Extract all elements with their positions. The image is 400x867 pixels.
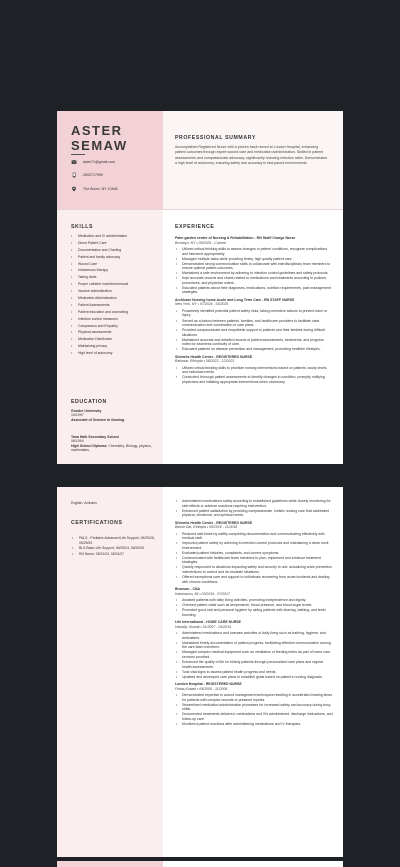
job-title: Archicare Nursing home Acute and Long Term Care - RN STAFF NURSE — [175, 297, 295, 302]
job-bullet: • Assisted patients with daily living activities, promoting independence and dignity. — [175, 598, 333, 603]
certification-item: • PALS - Pediatric Advanced Life Support, 06/29/26, 06/29/26 — [71, 536, 159, 545]
job-bullet: • Took vital signs to assess patient health progress and needs. — [175, 670, 333, 675]
job-bullet: • Administered medications and oversaw activities of daily living such as bathing, hygiene, and ambulation. — [175, 631, 333, 640]
skill-item: • Vaccine administration — [71, 289, 159, 294]
job-bullets — [175, 693, 333, 726]
skill-item: • Patient Assessments — [71, 303, 159, 308]
job-bullet: • Monitored patient reactions after administering medications and IV therapies. — [175, 722, 333, 727]
job-bullets — [175, 598, 333, 617]
job-bullets — [175, 532, 333, 584]
languages-text: English, Amharic — [71, 501, 98, 505]
job-bullet: • Promoted good oral and personal hygiene by aiding patients with shaving, bathing, and teeth brushing. — [175, 608, 333, 617]
certification-item: • RN Nurse, 05/31/24, 05/31/27 — [71, 552, 159, 557]
summary-heading: PROFESSIONAL SUMMARY — [175, 135, 256, 141]
phone-icon — [71, 172, 77, 178]
job-bullet: • Proactively identified potential patient safety risks, taking corrective actions to prevent harm or injury. — [175, 309, 333, 318]
job-bullet: • Conducted thorough patient assessments to identify changes in condition, promptly notifying physicians and initiating appropriate interventions when necessary. — [175, 375, 333, 384]
job-bullet: • Documented treatments delivered, medications and IVs administered, discharge instructions, and follow-up care. — [175, 712, 333, 721]
job-bullet: • Streamlined medication administration processes for increased safety and accuracy during busy shifts. — [175, 703, 333, 712]
job-bullets — [175, 631, 333, 679]
job-location-dates: Hawally, Kuwait • 01/2007 - 04/2014 — [175, 624, 232, 629]
summary-text: Accomplished Registered Nurse with a proven track record at London Hospital, enhancing patient outcomes through expert wound care and medication administration. Skilled in patient assessments and compassionate advocacy, significantly reducing infection rates. Demonstrates a high level of autonomy, ensuring safety and accuracy in fast-paced environments. — [175, 145, 328, 165]
job-bullet: • Demonstrated expertise in wound management techniques resulting in accelerated healing times for patients with complex wounds or pressure injuries. — [175, 693, 333, 702]
job-bullet: • Served as a liaison between patients, families, and healthcare providers to facilitate clear communication and coordination of care plans. — [175, 319, 333, 328]
left-column — [57, 861, 163, 867]
job-bullet: • Maintained accurate and detailed records of patient assessments, treatments, and progress notes for seamless continuity of care. — [175, 338, 333, 347]
job-bullet: • Maintained a safe environment by adhering to infection control guidelines and safety protocols. — [175, 271, 333, 276]
job-location-dates: Bahirdar, Ethiopia • 08/2023 - 12/2023 — [175, 359, 235, 364]
job-location-dates: New York, NY • 07/2024 - 03/2025 — [175, 302, 229, 307]
skill-item: • Patient education and counseling — [71, 310, 159, 315]
job-title: Shimelis Health Center - REGISTERED NURSE — [175, 354, 253, 359]
job-bullet: • Maintained timely documentation of patient progress, facilitating effective communication among the care team members. — [175, 641, 333, 650]
skill-item: • Physical assessments — [71, 330, 159, 335]
resume-page-1 — [57, 111, 343, 464]
job-bullet: • Demonstrated strong communication skills to collaborate with interdisciplinary team members to ensure optimal patient outcomes. — [175, 262, 333, 271]
skill-item: • Maintaining privacy — [71, 344, 159, 349]
job-bullet: • Utilized critical thinking skills to prioritize nursing interventions based on patients' acuity levels and individual needs. — [175, 366, 333, 375]
education-entry: Tana Haik Secondary School 06/1994 High School Diploma: Chemistry, Biology, physics, mathmatics, — [71, 435, 152, 453]
job-title: London Hospital - REGISTERED NURSE — [175, 682, 242, 687]
experience-list — [175, 236, 333, 387]
location-pin-icon — [71, 186, 77, 192]
skill-item: • Compassion and Empathy — [71, 324, 159, 329]
job-bullet: • Provided compassionate and empathetic support to patients and their families during difficult situations. — [175, 328, 333, 337]
skill-item: • Medication Administration — [71, 296, 159, 301]
skill-item: • Proper catheter insertion/removal — [71, 282, 159, 287]
job-entry — [175, 521, 333, 584]
candidate-name: ASTER SEMAW — [71, 123, 128, 153]
skill-item: • Medication Distribution — [71, 337, 159, 342]
job-bullets — [175, 309, 333, 352]
education-entry: Gonder University 10/1997 Associate of Science In Nursing — [71, 409, 125, 422]
job-bullet: • Managed multiple tasks while providing timely, high quality patient care. — [175, 257, 333, 262]
job-bullet: • Enhanced patient satisfaction by providing compassionate, holistic nursing care that addressed physical, emotional, and spiritual needs. — [175, 509, 333, 518]
job-bullets — [175, 247, 333, 295]
job-bullets — [175, 366, 333, 385]
job-bullet: • Improved patient safety by adhering to infection control protocols and maintaining a clean work environment. — [175, 541, 333, 550]
certification-item: • BLS Basic Life Support, 06/29/24, 06/29/26 — [71, 546, 159, 551]
skill-item: • Direct Patient Care — [71, 241, 159, 246]
education-heading: EDUCATION — [71, 399, 107, 405]
name-underline — [71, 154, 85, 155]
job-title: Life International - HOME CARE NURSE — [175, 620, 241, 625]
job-title: Bronson - CNA — [175, 587, 201, 592]
job-entry — [175, 298, 333, 352]
resume-page-3 — [57, 861, 343, 867]
job-bullet: • Checked patient vitals such as temperature, blood pressure, and blood sugar levels. — [175, 603, 333, 608]
job-entry — [175, 499, 333, 518]
skill-item: • Taking vitals — [71, 275, 159, 280]
job-bullet: • Communicated with healthcare team members to plan, implement and enhance treatment strategies. — [175, 556, 333, 565]
job-bullet: • Educated patients on disease prevention and management, promoting healthier lifestyles. — [175, 347, 333, 352]
job-bullet: • Quickly responded to situations impacting safety and security to unit, actualizing crisis prevention interventions to control and de-escalate situations. — [175, 565, 333, 574]
job-location-dates: Kalamazoo, MI • 03/2016 - 07/2017 — [175, 591, 230, 596]
skill-item: • Wound Care — [71, 262, 159, 267]
skill-item: • Medication and IV administration — [71, 234, 159, 239]
job-location-dates: Fintas,Kuwait • 09/2005 - 11/2006 — [175, 686, 228, 691]
skill-item: • Documentation and Charting — [71, 248, 159, 253]
certifications-list — [71, 536, 159, 557]
certifications-heading: CERTIFICATIONS — [71, 520, 123, 526]
experience-heading: EXPERIENCE — [175, 224, 215, 230]
header-divider — [57, 209, 343, 210]
job-bullet: • Utilized critical thinking skills to assess changes in patient conditions, recognize complications and intervene appropriately. — [175, 247, 333, 256]
job-entry — [175, 355, 333, 385]
skill-item: • Infection control measures — [71, 317, 159, 322]
contact-email: aster71@gmail.com — [71, 159, 115, 165]
job-entry — [175, 236, 333, 295]
experience-list-continued — [175, 497, 333, 730]
skill-item: • High level of autonomy — [71, 351, 159, 356]
job-location-dates: Brooklyn, NY • 05/2025 - Current — [175, 240, 226, 245]
skills-list — [71, 234, 159, 358]
job-bullet: • Updated and developed care plans to establish goals based on patient's nursing diagnosis. — [175, 675, 333, 680]
job-entry — [175, 587, 333, 617]
job-bullets — [175, 499, 333, 518]
job-bullet: • Reduced wait times by swiftly completing documentation and communicating effectively with medical staff. — [175, 532, 333, 541]
skill-item: • Patient and family advocacy — [71, 255, 159, 260]
contact-location: The Bronx, NY 10468 — [71, 186, 118, 192]
job-title: Palm garden center of Nursing & Rehabilitation - RN Staff/ Charge Nurse — [175, 236, 296, 240]
job-bullet: • Kept accurate records and charts related to medications and treatments according to policies, procedures, and physician orders. — [175, 276, 333, 285]
email-icon — [71, 159, 77, 165]
job-title: Shimelis Health Center - REGISTERED NURSE — [175, 520, 253, 525]
resume-page-2 — [57, 487, 343, 857]
skills-heading: SKILLS — [71, 224, 94, 230]
job-entry — [175, 682, 333, 726]
job-bullet: • Offered exceptional care and support to individuals recovering from acute incidents and dealing with chronic conditions. — [175, 575, 333, 584]
job-location-dates: Bashir Dar, Ethiopia • 09/2018 - 11/2018 — [175, 525, 238, 530]
job-bullet: • Managed complex medical equipment such as ventilators or feeding tubes as part of home care services provided. — [175, 650, 333, 659]
job-entry — [175, 620, 333, 679]
skill-item: • Intravenous therapy — [71, 268, 159, 273]
job-bullet: • Educated patients about their diagnoses, medications, nutrition requirements, pain management strategies. — [175, 286, 333, 295]
job-bullet: • Evaluated patient histories, complaints, and current symptoms. — [175, 551, 333, 556]
contact-phone: 2693717959 — [71, 172, 103, 178]
job-bullet: • Enhanced the quality of life for elderly patients through personalized care plans and regular health assessments. — [175, 660, 333, 669]
job-bullet: • Administered medications safely according to established guidelines while closely monitoring for side effects or adverse reactions requiring intervention. — [175, 499, 333, 508]
